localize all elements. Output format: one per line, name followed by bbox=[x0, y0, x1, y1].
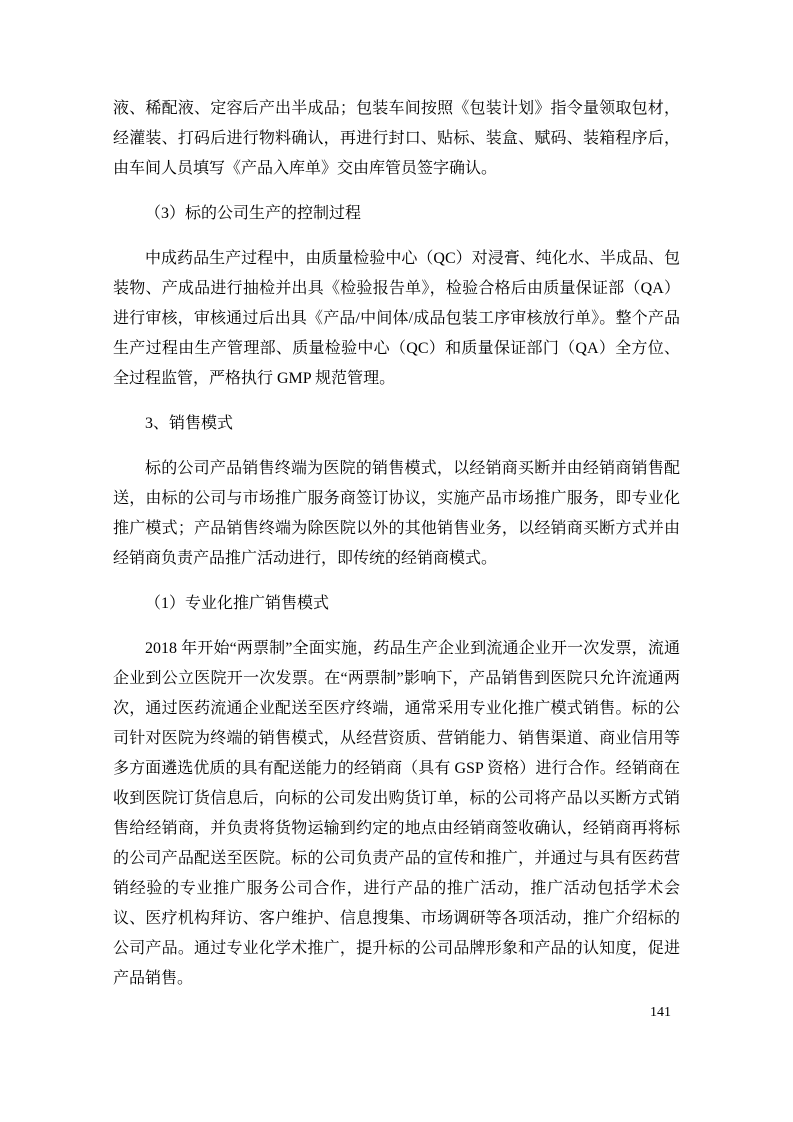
page-number: 141 bbox=[650, 1005, 671, 1020]
paragraph-sales-model-overview: 标的公司产品销售终端为医院的销售模式，以经销商买断并由经销商销售配送，由标的公司与市场推广服务商签订协议，实施产品市场推广服务，即专业化推广模式；产品销售终端为除医院以外的其他销售业务，以经销商买断方式并由经销商负责产品推广活动进行，即传统的经销商模式。 bbox=[113, 460, 680, 567]
paragraph-two-invoice-system: 2018 年开始“两票制”全面实施，药品生产企业到流通企业开一次发票，流通企业到公立医院开一次发票。在“两票制”影响下，产品销售到医院只允许流通两次，通过医药流通企业配送至医疗终端，通常采用专业化推广模式销售。标的公司针对医院为终端的销售模式，从经营资质、营销能力、销售渠道、商业信用等多方面遴选优质的具有配送能力的经销商（具有 GSP 资格）进行合作。经销商在收到医院订货信息后，向标的公司发出购货订单，标的公司将产品以买断方式销售给经销商，并负责将货物运输到约定的地点由经销商签收确认，经销商再将标的公司产品配送至医院。标的公司负责产品的宣传和推广，并通过与具有医药营销经验的专业推广服务公司合作，进行产品的推广活动，推广活动包括学术会议、医疗机构拜访、客户维护、信息搜集、市场调研等各项活动，推广介绍标的公司产品。通过专业化学术推广，提升标的公司品牌形象和产品的认知度，促进产品销售。 bbox=[113, 640, 680, 987]
paragraph-quality-control: 中成药品生产过程中，由质量检验中心（QC）对浸膏、纯化水、半成品、包装物、产成品进行抽检并出具《检验报告单》，检验合格后由质量保证部（QA）进行审核，审核通过后出具《产品/中间体/成品包装工序审核放行单》。整个产品生产过程由生产管理部、质量检验中心（QC）和质量保证部门（QA）全方位、全过程监管，严格执行 GMP 规范管理。 bbox=[113, 250, 680, 387]
heading-professional-promotion-sales-model: （1）专业化推广销售模式 bbox=[145, 595, 330, 612]
heading-sales-model: 3、销售模式 bbox=[145, 415, 234, 432]
paragraph-packaging-process: 液、稀配液、定容后产出半成品；包装车间按照《包装计划》指令量领取包材，经灌装、打码后进行物料确认，再进行封口、贴标、装盒、赋码、装箱程序后，由车间人员填写《产品入库单》交由库管员签字确认。 bbox=[113, 100, 680, 177]
heading-production-control-process: （3）标的公司生产的控制过程 bbox=[145, 205, 362, 222]
document-content bbox=[113, 94, 680, 1009]
